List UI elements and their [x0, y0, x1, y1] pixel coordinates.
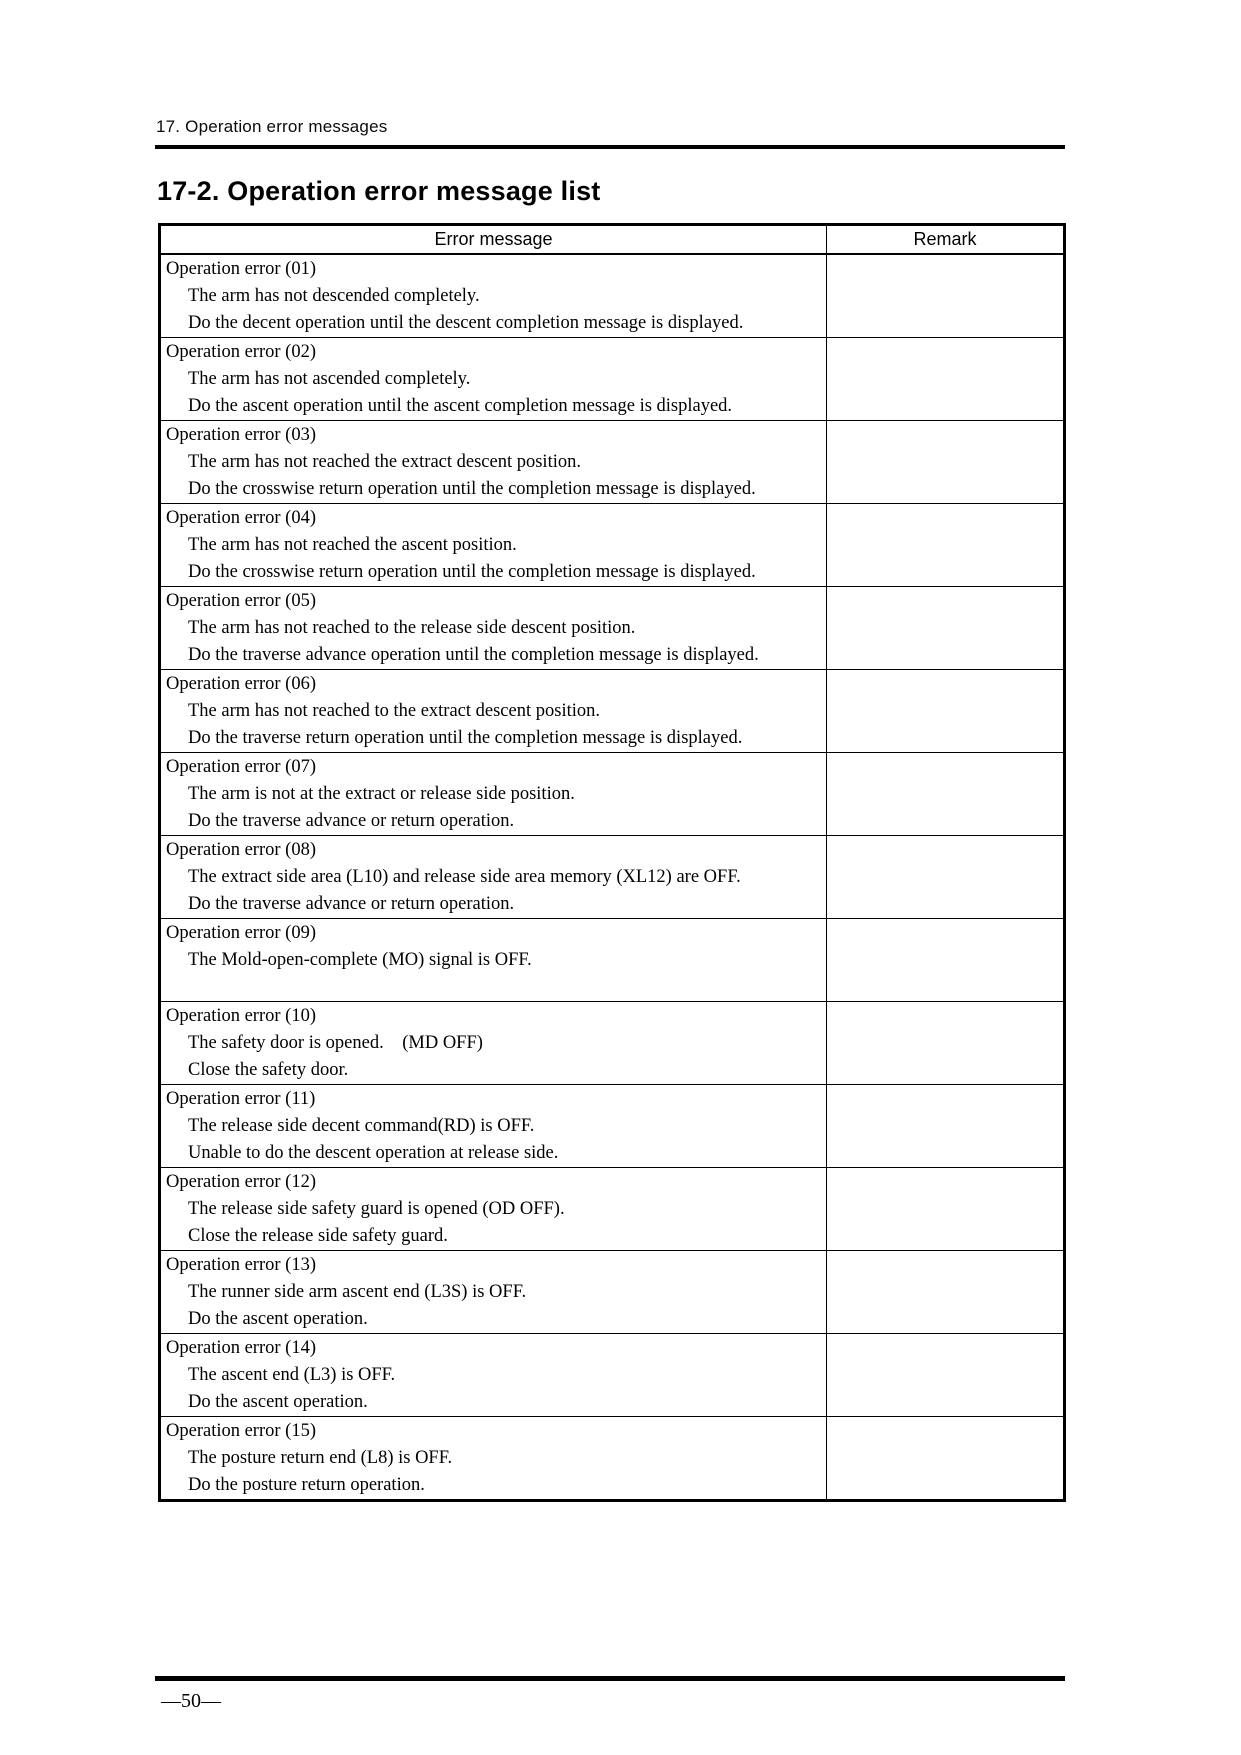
table-row [160, 1416, 1065, 1500]
table-row [160, 254, 1065, 338]
table-row [160, 752, 1065, 835]
error-title: Operation error (02) [166, 341, 316, 362]
remark-cell [827, 420, 1065, 503]
table-row [160, 1250, 1065, 1333]
error-title: Operation error (03) [166, 424, 316, 445]
error-title: Operation error (11) [166, 1088, 316, 1109]
error-description-line: The extract side area (L10) and release side area memory (XL12) are OFF. [188, 866, 741, 887]
error-title: Operation error (01) [166, 258, 316, 279]
error-description-line: The arm has not reached the extract descent position. [188, 451, 581, 472]
error-message-cell [160, 835, 827, 918]
error-message-cell [160, 1167, 827, 1250]
error-title: Operation error (08) [166, 839, 316, 860]
remark-cell [827, 752, 1065, 835]
table-row [160, 1001, 1065, 1084]
remark-cell [827, 1084, 1065, 1167]
remark-cell [827, 835, 1065, 918]
table-row [160, 1167, 1065, 1250]
error-description-line: The safety door is opened. (MD OFF) [188, 1032, 483, 1053]
error-description-line: The arm has not ascended completely. [188, 368, 471, 389]
error-message-cell [160, 1250, 827, 1333]
error-title: Operation error (15) [166, 1420, 316, 1441]
error-message-cell [160, 752, 827, 835]
error-description-line: The arm has not reached to the release side descent position. [188, 617, 636, 638]
error-title: Operation error (09) [166, 922, 316, 943]
table-row [160, 586, 1065, 669]
error-message-cell [160, 337, 827, 420]
error-description-line: The release side safety guard is opened (OD OFF). [188, 1198, 565, 1219]
header-rule [155, 145, 1065, 149]
error-message-cell [160, 1333, 827, 1416]
error-message-cell [160, 586, 827, 669]
remark-cell [827, 503, 1065, 586]
remark-cell [827, 254, 1065, 338]
remark-cell [827, 1416, 1065, 1500]
error-message-cell [160, 669, 827, 752]
error-message-cell [160, 918, 827, 1001]
table-row [160, 503, 1065, 586]
error-action-line: Do the crosswise return operation until the completion message is displayed. [188, 561, 756, 582]
error-action-line: Do the traverse return operation until the completion message is displayed. [188, 727, 743, 748]
table-row [160, 835, 1065, 918]
table-row [160, 669, 1065, 752]
error-action-line: Do the decent operation until the descent completion message is displayed. [188, 312, 744, 333]
error-title: Operation error (14) [166, 1337, 316, 1358]
error-title: Operation error (13) [166, 1254, 316, 1275]
error-description-line: The arm has not descended completely. [188, 285, 480, 306]
footer-rule [155, 1676, 1065, 1681]
table-row [160, 337, 1065, 420]
table-row [160, 420, 1065, 503]
table-header-row [160, 225, 1065, 254]
error-description-line: The Mold-open-complete (MO) signal is OFF. [188, 949, 532, 970]
error-action-line: Do the posture return operation. [188, 1474, 425, 1495]
error-message-cell [160, 420, 827, 503]
column-header-error-message: Error message [160, 225, 827, 254]
remark-cell [827, 918, 1065, 1001]
error-action-line: Do the traverse advance or return operation. [188, 810, 515, 831]
error-action-line: Close the release side safety guard. [188, 1225, 448, 1246]
error-description-line: The release side decent command(RD) is OFF. [188, 1115, 535, 1136]
table-row [160, 918, 1065, 1001]
remark-cell [827, 1001, 1065, 1084]
remark-cell [827, 337, 1065, 420]
error-description-line: The runner side arm ascent end (L3S) is OFF. [188, 1281, 527, 1302]
page-title: 17-2. Operation error message list [157, 176, 601, 206]
error-title: Operation error (07) [166, 756, 316, 777]
column-header-remark: Remark [827, 225, 1065, 254]
error-description-line: The ascent end (L3) is OFF. [188, 1364, 396, 1385]
error-action-line: Unable to do the descent operation at release side. [188, 1142, 559, 1163]
error-title: Operation error (12) [166, 1171, 316, 1192]
table-row [160, 1084, 1065, 1167]
table-row [160, 1333, 1065, 1416]
error-title: Operation error (04) [166, 507, 316, 528]
error-title: Operation error (05) [166, 590, 316, 611]
error-action-line: Close the safety door. [188, 1059, 349, 1080]
error-description-line: The arm is not at the extract or release side position. [188, 783, 575, 804]
error-action-line: Do the ascent operation. [188, 1391, 368, 1412]
error-action-line: Do the traverse advance operation until the completion message is displayed. [188, 644, 759, 665]
error-description-line: The posture return end (L8) is OFF. [188, 1447, 453, 1468]
remark-cell [827, 1167, 1065, 1250]
error-message-cell [160, 1001, 827, 1084]
error-message-cell [160, 254, 827, 338]
remark-cell [827, 1333, 1065, 1416]
page-number: —50— [161, 1690, 221, 1712]
error-message-cell [160, 1416, 827, 1500]
error-action-line [166, 974, 822, 1001]
error-message-cell [160, 1084, 827, 1167]
error-message-cell [160, 503, 827, 586]
error-title: Operation error (06) [166, 673, 316, 694]
error-action-line: Do the ascent operation. [188, 1308, 368, 1329]
running-header: 17. Operation error messages [156, 117, 388, 136]
error-table-body [160, 254, 1065, 1501]
error-description-line: The arm has not reached the ascent position. [188, 534, 517, 555]
remark-cell [827, 669, 1065, 752]
error-action-line: Do the traverse advance or return operation. [188, 893, 515, 914]
error-description-line: The arm has not reached to the extract descent position. [188, 700, 600, 721]
error-title: Operation error (10) [166, 1005, 316, 1026]
error-message-table [158, 223, 1066, 1502]
remark-cell [827, 586, 1065, 669]
error-action-line: Do the ascent operation until the ascent completion message is displayed. [188, 395, 733, 416]
error-action-line: Do the crosswise return operation until the completion message is displayed. [188, 478, 756, 499]
remark-cell [827, 1250, 1065, 1333]
